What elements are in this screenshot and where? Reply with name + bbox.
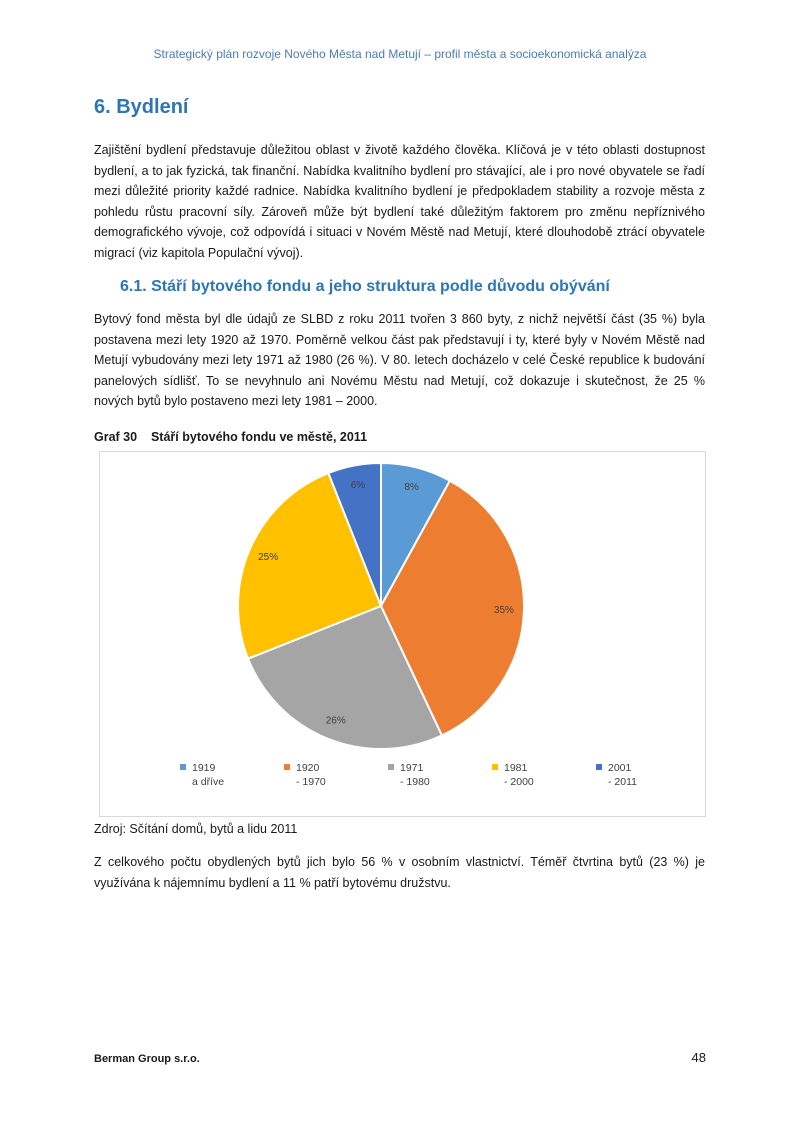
legend-label-line2: - 2000 xyxy=(504,776,534,788)
legend-label-line1: 1919 xyxy=(192,762,216,774)
legend-swatch xyxy=(284,764,290,770)
footer-company: Berman Group s.r.o. xyxy=(94,1053,200,1065)
legend-label-line1: 1971 xyxy=(400,762,424,774)
legend-swatch xyxy=(596,764,602,770)
data-label-1981: 25% xyxy=(258,552,279,564)
legend-item-1981 xyxy=(492,761,534,789)
legend-item-1919 xyxy=(180,761,224,789)
figure-caption: Graf 30 Stáří bytového fondu ve městě, 2011 xyxy=(94,430,368,444)
legend-label-line1: 1981 xyxy=(504,762,528,774)
legend-label-line2: - 2011 xyxy=(608,776,637,788)
chart-legend xyxy=(180,761,700,801)
legend-label-line2: a dříve xyxy=(192,776,225,788)
figure-source: Zdroj: Sčítání domů, bytů a lidu 2011 xyxy=(94,822,298,836)
legend-item-1920 xyxy=(284,761,326,789)
data-label-1971: 26% xyxy=(325,715,346,727)
legend-label-line2: - 1980 xyxy=(400,776,430,788)
subsection-title: 6.1. Stáří bytového fondu a jeho struktura podle důvodu obývání xyxy=(120,278,610,295)
legend-swatch xyxy=(180,764,186,770)
legend-label-line2: - 1970 xyxy=(296,776,326,788)
pie-chart xyxy=(99,451,706,817)
legend-item-1971 xyxy=(388,761,430,789)
closing-paragraph: Z celkového počtu obydlených bytů jich bylo 56 % v osobním vlastnictví. Téměř čtvrtina bytů (23 %) je využívána k nájemnímu bydlení a 11 % patří bytovému družstvu. xyxy=(94,855,705,890)
section-title: 6. Bydlení xyxy=(94,96,189,118)
legend-item-2001 xyxy=(596,761,637,789)
intro-paragraph: Zajištění bydlení představuje důležitou oblast v životě každého člověka. Klíčová je v této oblasti dostupnost bydlení, a to jak fyzická, tak finanční. Nabídka kvalitního bydlení pro stávající, ale i pro nové obyvatele se řadí mezi důležité priority každé radnice. Nabídka kvalitního bydlení je předpokladem stability a rozvoje města z pohledu růstu pracovní síly. Zároveň může být bydlení také důležitým faktorem pro změnu nepříznivého demografického vývoje, což odpovídá i situaci v Novém Městě nad Metují, které dlouhodobě ztrácí obyvatele migrací (viz kapitola Populační vývoj). xyxy=(94,143,705,260)
legend-label-line1: 2001 xyxy=(608,762,632,774)
subsection-paragraph: Bytový fond města byl dle údajů ze SLBD z roku 2011 tvořen 3 860 byty, z nichž největší část (35 %) byla postavena mezi lety 1920 až 1970. Poměrně velkou část pak představují i ty, které byly v Novém Městě nad Metují vybudovány mezi lety 1971 až 1980 (26 %). V 80. letech docházelo v celé České republice k budování panelových sídlišť. To se nevyhnulo ani Novému Městu nad Metují, což dokazuje i skutečnost, že 25 % nových bytů bylo postaveno mezi lety 1981 – 2000. xyxy=(94,312,705,408)
data-label-1920: 35% xyxy=(493,604,514,616)
data-label-1919: 8% xyxy=(404,481,419,493)
legend-swatch xyxy=(388,764,394,770)
legend-label-line1: 1920 xyxy=(296,762,320,774)
page-number: 48 xyxy=(691,1050,706,1065)
data-label-2001: 6% xyxy=(350,480,366,492)
legend-swatch xyxy=(492,764,498,770)
running-header: Strategický plán rozvoje Nového Města nad Metují – profil města a socioekonomická analýza xyxy=(153,47,647,61)
